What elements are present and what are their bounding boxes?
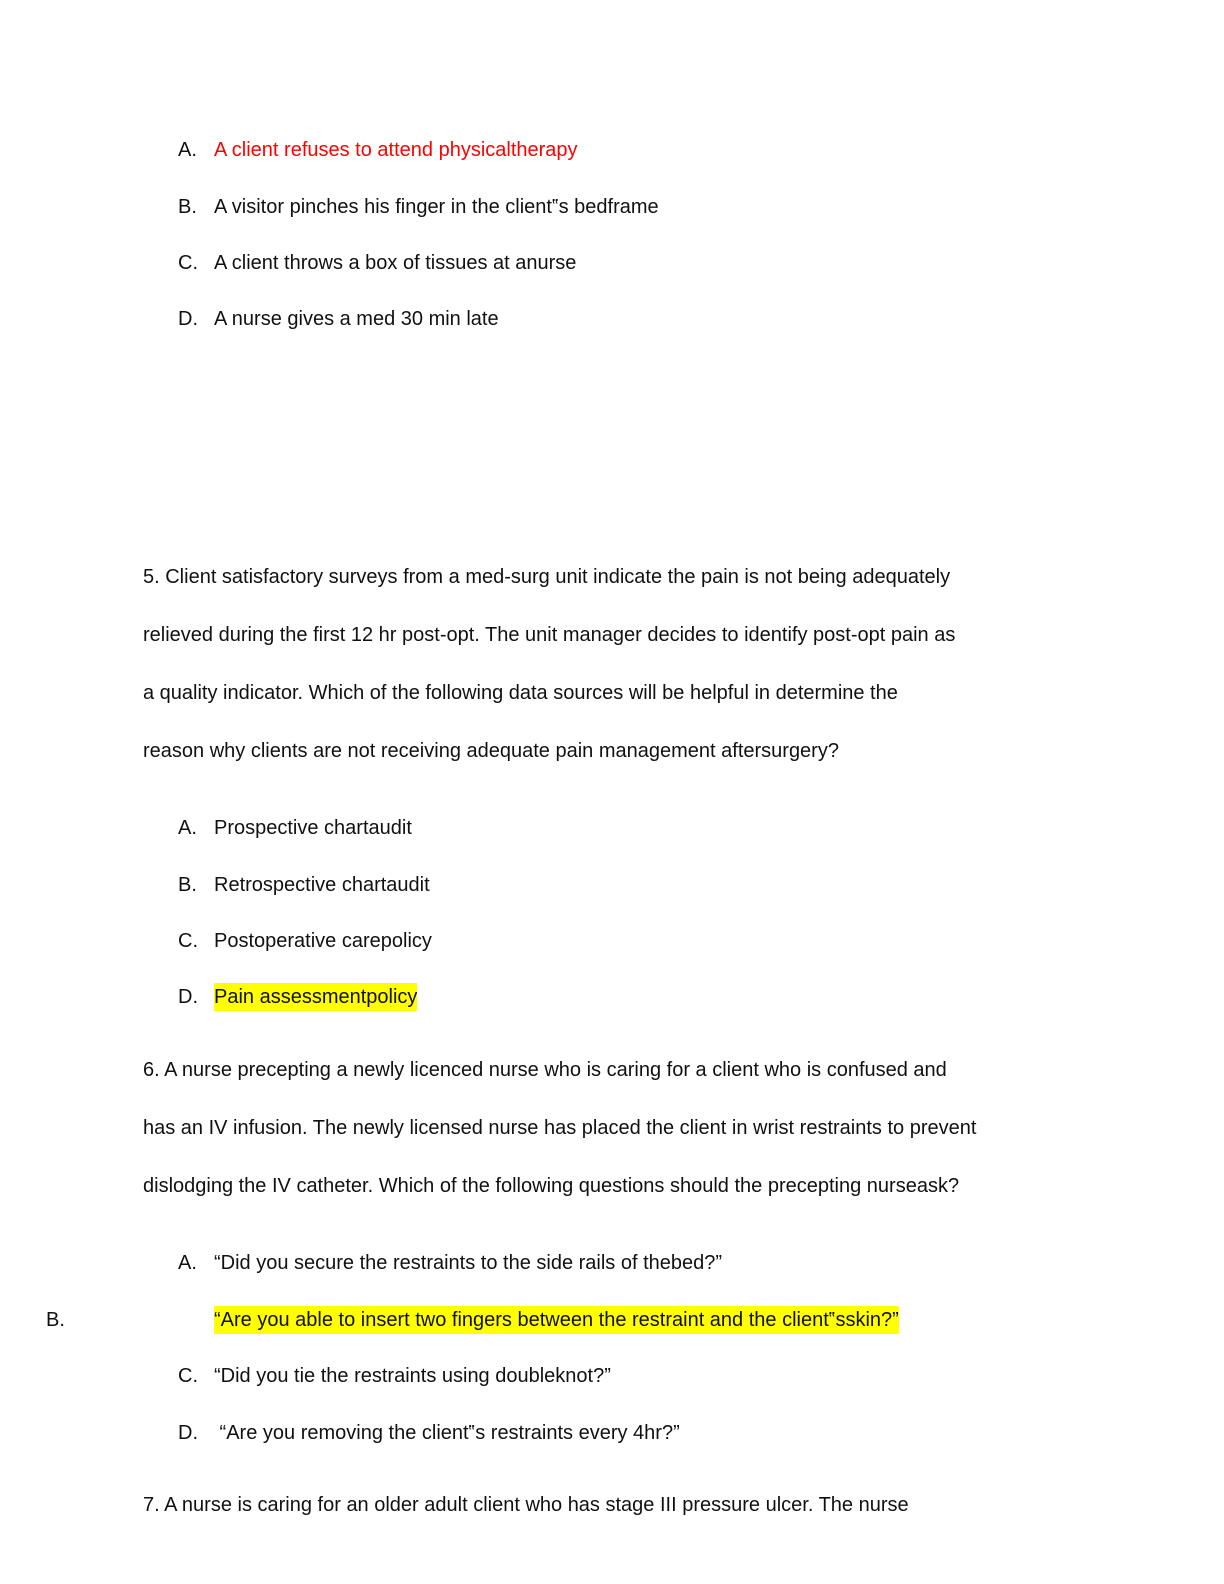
option-text: Prospective chartaudit — [214, 817, 412, 839]
question-text: relieved during the first 12 hr post-opt. The unit manager decides to identify post-opt pain as — [143, 624, 956, 646]
option-text: Postoperative carepolicy — [214, 930, 432, 952]
option-text: “Are you removing the client‟s restraints every 4hr?” — [214, 1422, 680, 1444]
question-text: 6. A nurse precepting a newly licenced nurse who is caring for a client who is confused and — [143, 1059, 947, 1081]
question-text: has an IV infusion. The newly licensed nurse has placed the client in wrist restraints to prevent — [143, 1117, 977, 1139]
option-letter: B. — [46, 1309, 65, 1331]
option-letter: D. — [178, 308, 198, 330]
option-letter: C. — [178, 1365, 198, 1387]
option-letter: A. — [178, 817, 197, 839]
option-letter: B. — [178, 874, 197, 896]
highlighted-answer: “Are you able to insert two fingers between the restraint and the client‟sskin?” — [214, 1306, 899, 1334]
question-text: dislodging the IV catheter. Which of the following questions should the precepting nurseask? — [143, 1175, 960, 1197]
option-text: Retrospective chartaudit — [214, 874, 430, 896]
question-text: a quality indicator. Which of the following data sources will be helpful in determine the — [143, 682, 898, 704]
option-letter: C. — [178, 252, 198, 274]
question-text: 7. A nurse is caring for an older adult client who has stage III pressure ulcer. The nurse — [143, 1494, 909, 1516]
option-text: A visitor pinches his finger in the client‟s bedframe — [214, 196, 659, 218]
question-text: 5. Client satisfactory surveys from a med-surg unit indicate the pain is not being adequately — [143, 566, 951, 588]
option-text: “Did you secure the restraints to the side rails of thebed?” — [214, 1252, 723, 1274]
option-text: A nurse gives a med 30 min late — [214, 308, 499, 330]
option-letter: D. — [178, 986, 198, 1008]
option-letter: D. — [178, 1422, 198, 1444]
option-letter: C. — [178, 930, 198, 952]
question-text: reason why clients are not receiving adequate pain management aftersurgery? — [143, 740, 839, 762]
highlighted-answer: Pain assessmentpolicy — [214, 983, 417, 1011]
option-letter: A. — [178, 139, 197, 161]
option-letter: B. — [178, 196, 197, 218]
option-text: A client refuses to attend physicaltherapy — [214, 139, 578, 161]
option-text: A client throws a box of tissues at anurse — [214, 252, 577, 274]
option-letter: A. — [178, 1252, 197, 1274]
option-text: “Did you tie the restraints using doubleknot?” — [214, 1365, 611, 1387]
